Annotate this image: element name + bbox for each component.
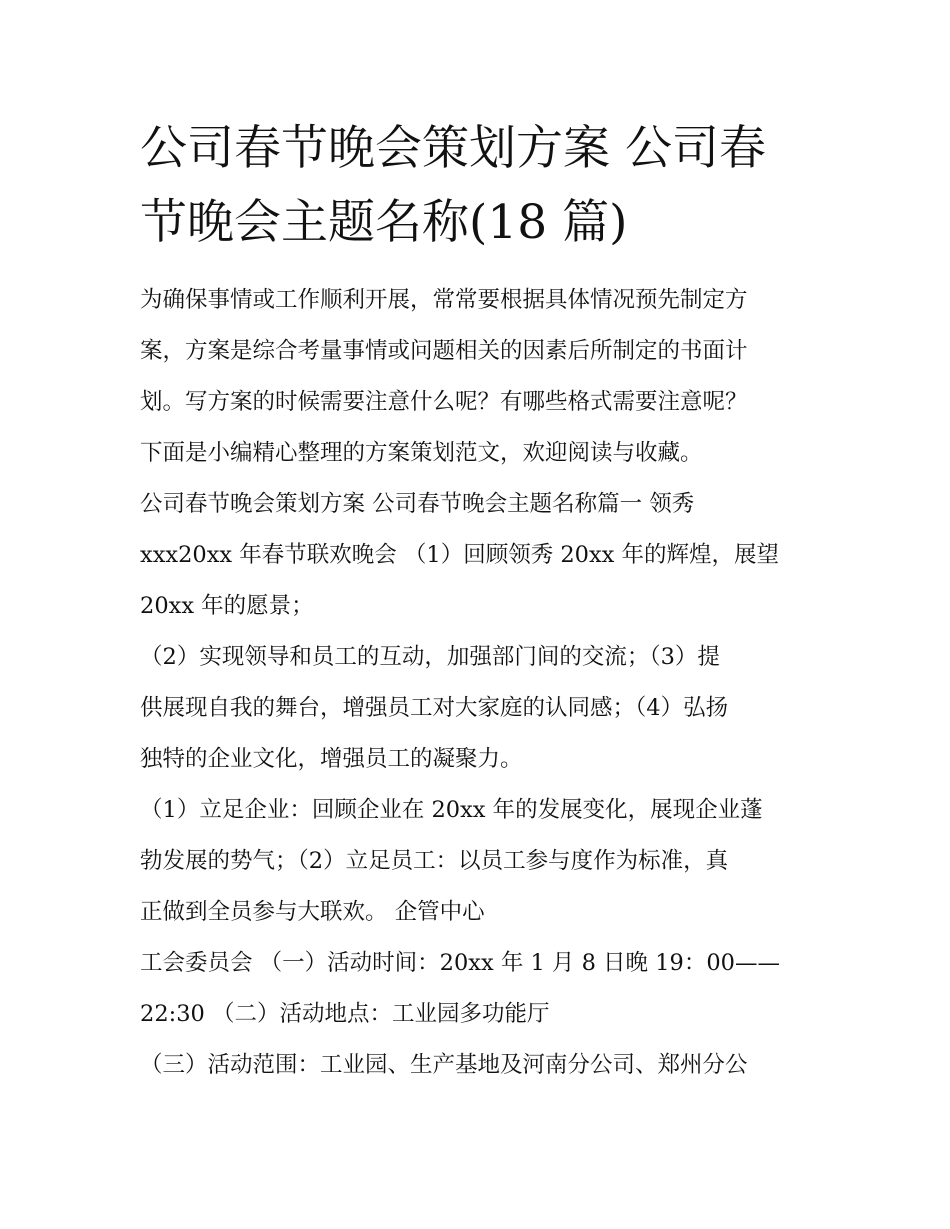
title-line-1: 公司春节晚会策划方案 公司春 [140, 121, 766, 176]
body-line: 供展现自我的舞台，增强员工对大家庭的认同感；（4）弘扬 [140, 695, 729, 721]
body-line: （三）活动范围：工业园、生产基地及河南分公司、郑州分公 [140, 1052, 748, 1078]
body-line: 勃发展的势气；（2）立足员工：以员工参与度作为标准，真 [140, 848, 729, 874]
body-line: 22:30 （二）活动地点：工业园多功能厅 [140, 1001, 550, 1027]
document-title [140, 112, 830, 260]
body-line: 为确保事情或工作顺利开展，常常要根据具体情况预先制定方 [140, 287, 748, 313]
body-line: xxx20xx 年春节联欢晚会 （1）回顾领秀 20xx 年的辉煌，展望 [140, 542, 780, 568]
body-line: 20xx 年的愿景； [140, 593, 314, 619]
body-line: （2）实现领导和员工的互动，加强部门间的交流；（3）提 [140, 644, 720, 670]
body-line: 公司春节晚会策划方案 公司春节晚会主题名称篇一 领秀 [140, 491, 695, 517]
body-line: 划。写方案的时候需要注意什么呢？有哪些格式需要注意呢？ [140, 389, 748, 415]
body-line: 独特的企业文化，增强员工的凝聚力。 [140, 746, 523, 772]
title-line-2: 节晚会主题名称(18 篇) [140, 195, 628, 250]
body-line: 下面是小编精心整理的方案策划范文，欢迎阅读与收藏。 [140, 440, 703, 466]
body-line: 案，方案是综合考量事情或问题相关的因素后所制定的书面计 [140, 338, 748, 364]
body-line: 工会委员会 （一）活动时间：20xx 年 1 月 8 日晚 19：00—— [140, 950, 780, 976]
body-line: （1）立足企业：回顾企业在 20xx 年的发展变化，展现企业蓬 [140, 797, 763, 823]
body-line: 正做到全员参与大联欢。 企管中心 [140, 899, 485, 925]
